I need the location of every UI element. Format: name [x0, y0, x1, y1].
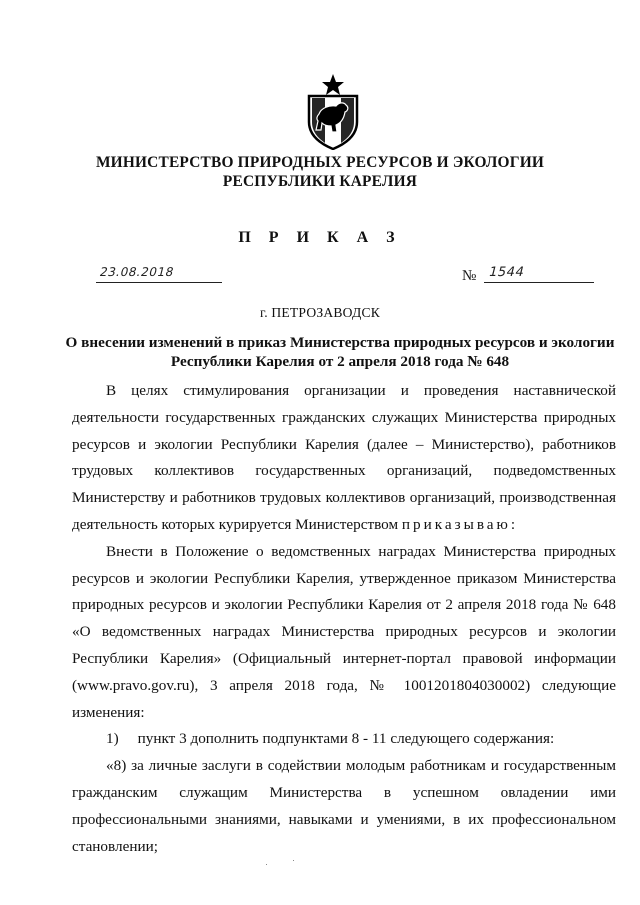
order-subject: [60, 333, 620, 371]
document-type: П Р И К А З: [238, 229, 402, 246]
paragraph-subitem-8: «8) за личные заслуги в содействии молодым работникам и государственным гражданским служащим Министерства в успешном овладении ими профессиональными знаниями, навыками и умениями, в их профессиональном становлении;: [72, 757, 616, 855]
order-number: 1544: [487, 265, 526, 280]
order-date: 23.08.2018: [98, 265, 176, 279]
scan-speck: [293, 860, 294, 861]
paragraph-preamble: [72, 378, 616, 539]
subject-line2: Республики Карелия от 2 апреля 2018 года № 648: [170, 353, 510, 370]
city: г. ПЕТРОЗАВОДСК: [259, 305, 381, 320]
scan-speck: [266, 864, 267, 865]
preamble-text: В целях стимулирования организации и проведения наставнической деятельности государственных гражданских служащих Министерства природных ресурсов и экологии Республики Карелия (далее – Министерство), работников трудовых коллективов государственных организаций, подведомственных Министерству и работников трудовых коллективов организаций, производственная деятельность которых курируется Министерством: [72, 382, 616, 533]
order-word: приказываю:: [401, 515, 519, 533]
paragraph-item-1: 1) пункт 3 дополнить подпунктами 8 - 11 следующего содержания:: [106, 730, 555, 748]
ministry-name-line2: РЕСПУБЛИКИ КАРЕЛИЯ: [222, 173, 418, 190]
ministry-name-line1: МИНИСТЕРСТВО ПРИРОДНЫХ РЕСУРСОВ И ЭКОЛОГИИ: [95, 154, 545, 171]
subject-line1: О внесении изменений в приказ Министерства природных ресурсов и экологии: [65, 334, 615, 351]
paragraph-amendment: Внести в Положение о ведомственных наградах Министерства природных ресурсов и экологии Республики Карелия, утвержденное приказом Министерства природных ресурсов и экологии Республики Карелия от 2 апреля 2018 года № 648 «О ведомственных наградах Министерства природных ресурсов и экологии Республики Карелия» (Официальный интернет-портал правовой информации (www.pravo.gov.ru), 3 апреля 2018 года, № 1001201804030002) следующие изменения:: [72, 542, 616, 721]
ministry-name: [0, 153, 640, 191]
date-underline: [96, 282, 222, 283]
number-label: №: [462, 268, 477, 284]
order-body: [72, 378, 616, 860]
karelia-coat-of-arms-icon: [303, 74, 363, 150]
number-underline: [484, 282, 594, 283]
